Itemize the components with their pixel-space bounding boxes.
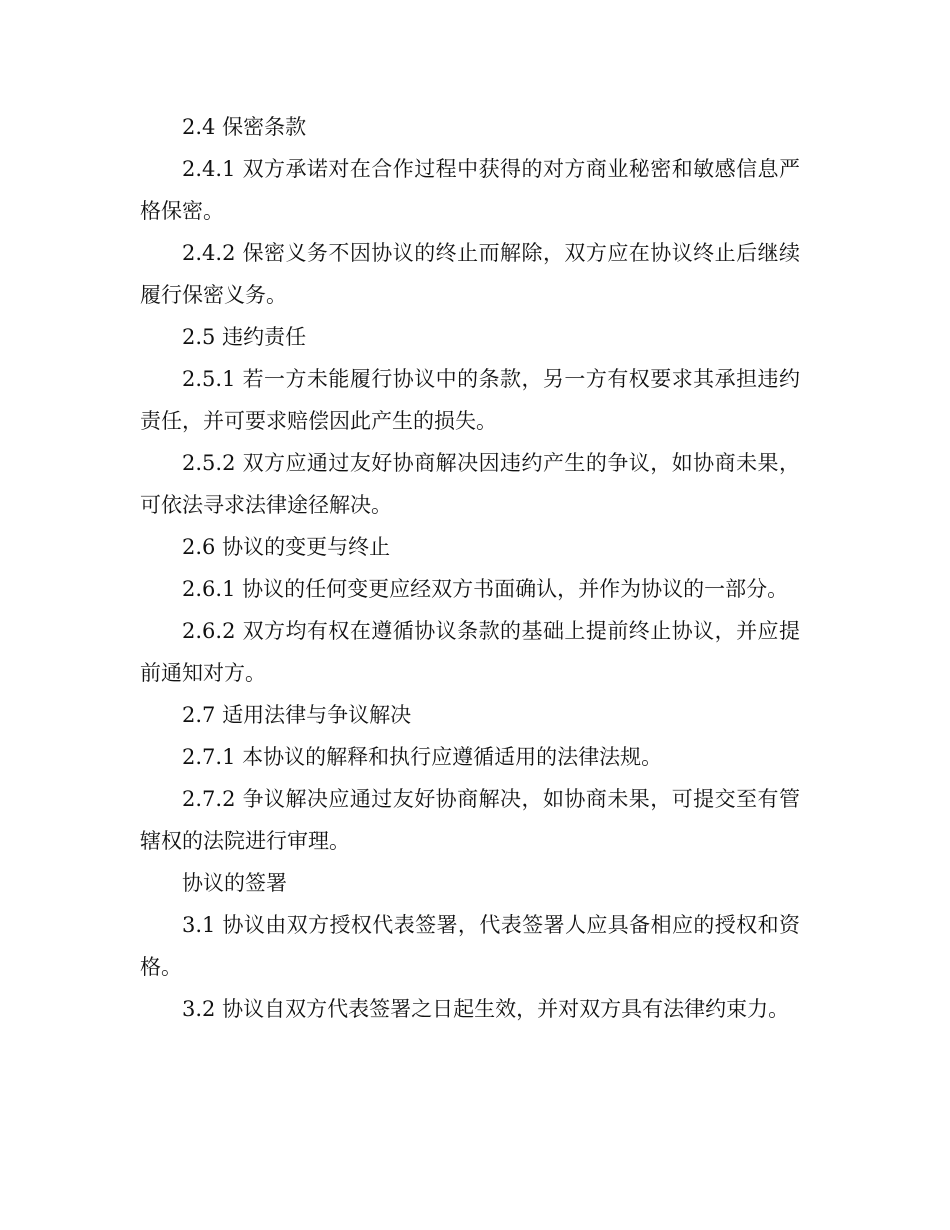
section-heading-2-5: 2.5 违约责任 <box>182 325 307 349</box>
clause-3-1: 3.1 协议由双方授权代表签署，代表签署人应具备相应的授权和资格。 <box>140 913 800 979</box>
section-heading-signing: 协议的签署 <box>182 871 287 895</box>
clause-2-6-2: 2.6.2 双方均有权在遵循协议条款的基础上提前终止协议，并应提前通知对方。 <box>140 619 800 685</box>
section-heading-2-4: 2.4 保密条款 <box>182 115 307 139</box>
clause-2-6-1: 2.6.1 协议的任何变更应经双方书面确认，并作为协议的一部分。 <box>182 577 789 601</box>
clause-2-4-1: 2.4.1 双方承诺对在合作过程中获得的对方商业秘密和敏感信息严格保密。 <box>140 157 800 223</box>
clause-2-5-2: 2.5.2 双方应通过友好协商解决因违约产生的争议，如协商未果，可依法寻求法律途径解决。 <box>140 451 800 517</box>
clause-3-2: 3.2 协议自双方代表签署之日起生效，并对双方具有法律约束力。 <box>182 997 790 1021</box>
clause-2-7-2: 2.7.2 争议解决应通过友好协商解决，如协商未果，可提交至有管辖权的法院进行审理。 <box>140 787 800 853</box>
clause-2-4-2: 2.4.2 保密义务不因协议的终止而解除，双方应在协议终止后继续履行保密义务。 <box>140 241 800 307</box>
section-heading-2-7: 2.7 适用法律与争议解决 <box>182 703 412 727</box>
clause-2-5-1: 2.5.1 若一方未能履行协议中的条款，另一方有权要求其承担违约责任，并可要求赔偿因此产生的损失。 <box>140 367 800 433</box>
clause-2-7-1: 2.7.1 本协议的解释和执行应遵循适用的法律法规。 <box>182 745 663 769</box>
document-body <box>140 106 800 1030</box>
section-heading-2-6: 2.6 协议的变更与终止 <box>182 535 391 559</box>
